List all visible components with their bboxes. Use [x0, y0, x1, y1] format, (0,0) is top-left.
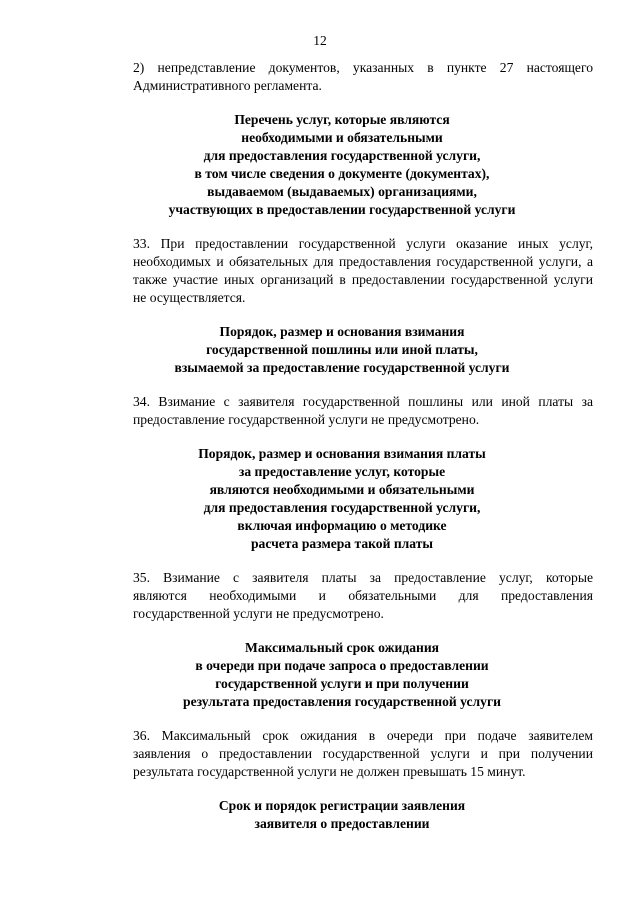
heading-line: Порядок, размер и основания взимания платы [198, 446, 486, 461]
block-spacer [91, 219, 593, 235]
paragraph-line: результата государственной услуги не должен превышать 15 минут. [133, 764, 526, 779]
paragraph-line: необходимых и обязательных для предоставления государственной услуги, а [133, 254, 593, 269]
heading-line: в очереди при подаче запроса о предоставлении [195, 658, 489, 673]
heading-line: для предоставления государственной услуги, [203, 148, 481, 163]
section-heading [91, 445, 593, 553]
paragraph-line: 36. Максимальный срок ожидания в очереди при подаче заявителем [133, 728, 593, 743]
heading-line: являются необходимыми и обязательными [209, 482, 475, 497]
section-heading [91, 111, 593, 219]
paragraph-line: являются необходимыми и обязательными для предоставления [133, 588, 593, 603]
heading-line: для предоставления государственной услуги, [203, 500, 481, 515]
block-spacer [91, 623, 593, 639]
block-spacer [91, 95, 593, 111]
heading-line: выдаваемом (выдаваемых) организациями, [207, 184, 477, 199]
paragraph [91, 59, 593, 95]
section-heading [91, 639, 593, 711]
paragraph [91, 235, 593, 307]
paragraph-line: не осуществляется. [133, 290, 246, 305]
paragraph-line: Административного регламента. [133, 78, 322, 93]
document-body [91, 59, 593, 833]
page-number: 12 [313, 33, 327, 48]
heading-line: результата предоставления государственной услуги [183, 694, 501, 709]
paragraph [91, 393, 593, 429]
block-spacer [91, 429, 593, 445]
heading-line: Срок и порядок регистрации заявления [218, 798, 466, 813]
block-spacer [91, 781, 593, 797]
heading-line: расчета размера такой платы [250, 536, 434, 551]
section-heading [91, 797, 593, 833]
heading-line: Порядок, размер и основания взимания [219, 324, 465, 339]
paragraph [91, 727, 593, 781]
block-spacer [91, 553, 593, 569]
heading-line: государственной пошлины или иной платы, [206, 342, 478, 357]
paragraph-line: также участие иных организаций в предоставлении государственной услуги [133, 272, 593, 287]
section-heading [91, 323, 593, 377]
block-spacer [91, 711, 593, 727]
paragraph-line: 2) непредставление документов, указанных в пункте 27 настоящего [133, 60, 593, 75]
paragraph-line: предоставление государственной услуги не предусмотрено. [133, 412, 480, 427]
paragraph-line: 33. При предоставлении государственной услуги оказание иных услуг, [133, 236, 593, 251]
heading-line: Перечень услуг, которые являются [234, 112, 450, 127]
paragraph-line: государственной услуги не предусмотрено. [133, 606, 384, 621]
heading-line: взымаемой за предоставление государственной услуги [174, 360, 510, 375]
heading-line: участвующих в предоставлении государственной услуги [168, 202, 516, 217]
heading-line: в том числе сведения о документе (документах), [194, 166, 490, 181]
paragraph-line: 34. Взимание с заявителя государственной пошлины или иной платы за [133, 394, 593, 409]
heading-line: заявителя о предоставлении [254, 816, 430, 831]
heading-line: Максимальный срок ожидания [244, 640, 440, 655]
heading-line: включая информацию о методике [237, 518, 447, 533]
heading-line: за предоставление услуг, которые [238, 464, 446, 479]
paragraph [91, 569, 593, 623]
paragraph-line: 35. Взимание с заявителя платы за предоставление услуг, которые [133, 570, 593, 585]
block-spacer [91, 307, 593, 323]
heading-line: государственной услуги и при получении [215, 676, 469, 691]
heading-line: необходимыми и обязательными [241, 130, 443, 145]
paragraph-line: заявления о предоставлении государственной услуги и при получении [133, 746, 593, 761]
block-spacer [91, 377, 593, 393]
